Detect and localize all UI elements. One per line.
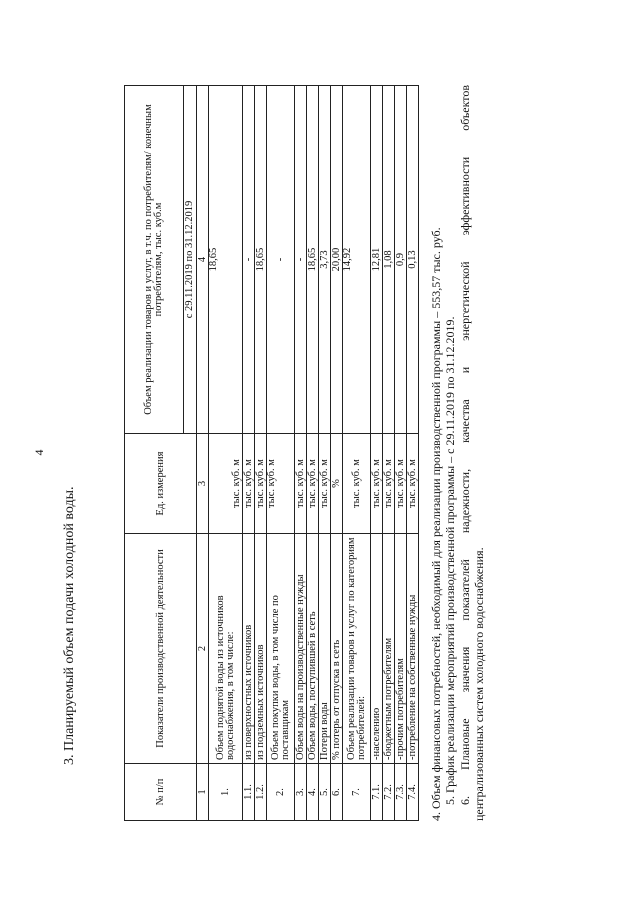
section-heading: 3. Планируемый объем подачи холодной воды. bbox=[62, 486, 77, 765]
row-num: 5. bbox=[319, 764, 331, 821]
row-indicator: % потерь от отпуска в сеть bbox=[331, 534, 343, 764]
row-indicator: Объем реализации товаров и услуг по категориям потребителей: bbox=[343, 534, 371, 764]
row-value: 12,81 bbox=[371, 86, 383, 434]
row-value: 0,13 bbox=[407, 86, 419, 434]
table-row bbox=[343, 86, 371, 821]
row-unit: тыс. куб. м bbox=[407, 434, 419, 534]
table-row bbox=[243, 86, 255, 821]
row-value: 18,65 bbox=[209, 86, 243, 434]
row-indicator: из поверхностных источников bbox=[243, 534, 255, 764]
row-value: 14,92 bbox=[343, 86, 371, 434]
row-indicator: Объем воды, поступившей в сеть bbox=[307, 534, 319, 764]
table-row bbox=[407, 86, 419, 821]
row-unit: тыс. куб. м bbox=[383, 434, 395, 534]
row-value: 1,08 bbox=[383, 86, 395, 434]
table-row bbox=[319, 86, 331, 821]
row-indicator: из подземных источников bbox=[255, 534, 267, 764]
row-num: 1.2. bbox=[255, 764, 267, 821]
row-indicator: -прочим потребителям bbox=[395, 534, 407, 764]
row-value: 18,65 bbox=[307, 86, 319, 434]
paragraph-5: 5. График реализации мероприятий производственной программы – с 29.11.2019 по 31.12.2019. bbox=[443, 316, 457, 805]
table-row bbox=[331, 86, 343, 821]
row-num: 4. bbox=[307, 764, 319, 821]
row-num: 3. bbox=[295, 764, 307, 821]
row-value: 0,9 bbox=[395, 86, 407, 434]
row-indicator: Объем поднятой воды из источников водоснабжения, в том числе: bbox=[209, 534, 243, 764]
row-num: 7. bbox=[343, 764, 371, 821]
colnum-3: 3 bbox=[197, 434, 209, 534]
row-unit: тыс. куб. м bbox=[371, 434, 383, 534]
table-row bbox=[209, 86, 243, 821]
row-num: 7.3. bbox=[395, 764, 407, 821]
row-unit: тыс. куб. м bbox=[267, 434, 295, 534]
header-num: № п/п bbox=[125, 764, 197, 821]
row-num: 1.1. bbox=[243, 764, 255, 821]
colnum-2: 2 bbox=[197, 534, 209, 764]
row-num: 7.4. bbox=[407, 764, 419, 821]
row-indicator: Объем покупки воды, в том числе по поставщикам bbox=[267, 534, 295, 764]
table-row bbox=[307, 86, 319, 821]
paragraph-6: 6. Плановые значения показателей надежности, качества и энергетической эффективности объектов bbox=[458, 85, 472, 805]
table-row bbox=[295, 86, 307, 821]
table-row bbox=[267, 86, 295, 821]
row-unit: тыс. куб. м bbox=[243, 434, 255, 534]
row-unit: тыс. куб. м bbox=[343, 434, 371, 534]
header-volume: Объем реализации товаров и услуг, в т.ч. по потребителям/ конечным потребителям, тыс. куб.м bbox=[125, 86, 184, 434]
row-unit: тыс. куб. м bbox=[307, 434, 319, 534]
row-value: - bbox=[295, 86, 307, 434]
row-num: 2. bbox=[267, 764, 295, 821]
row-unit: тыс. куб. м bbox=[295, 434, 307, 534]
header-unit: Ед. измерения bbox=[125, 434, 197, 534]
table-row bbox=[383, 86, 395, 821]
row-unit: тыс. куб. м bbox=[395, 434, 407, 534]
row-unit: тыс. куб. м bbox=[319, 434, 331, 534]
row-indicator: Потери воды bbox=[319, 534, 331, 764]
row-indicator: -потребление на собственные нужды bbox=[407, 534, 419, 764]
row-indicator: -бюджетным потребителям bbox=[383, 534, 395, 764]
header-period: с 29.11.2019 по 31.12.2019 bbox=[184, 86, 197, 434]
paragraph-6-continuation: централизованных систем холодного водоснабжения. bbox=[472, 547, 486, 821]
row-indicator: Объем воды на производственные нужды bbox=[295, 534, 307, 764]
row-value: - bbox=[267, 86, 295, 434]
colnum-4: 4 bbox=[197, 86, 209, 434]
table-header-row bbox=[125, 86, 184, 821]
row-unit: тыс. куб. м bbox=[209, 434, 243, 534]
water-supply-table bbox=[124, 85, 419, 821]
row-num: 7.2. bbox=[383, 764, 395, 821]
table-row bbox=[255, 86, 267, 821]
colnum-1: 1 bbox=[197, 764, 209, 821]
row-unit: тыс. куб. м bbox=[255, 434, 267, 534]
page-number: 4 bbox=[32, 449, 46, 456]
row-value: 20,00 bbox=[331, 86, 343, 434]
row-num: 1. bbox=[209, 764, 243, 821]
row-num: 6. bbox=[331, 764, 343, 821]
row-value: 18,65 bbox=[255, 86, 267, 434]
row-num: 7.1. bbox=[371, 764, 383, 821]
row-indicator: -населению bbox=[371, 534, 383, 764]
row-unit: % bbox=[331, 434, 343, 534]
table-row bbox=[371, 86, 383, 821]
row-value: 3,73 bbox=[319, 86, 331, 434]
column-numbers-row bbox=[197, 86, 209, 821]
row-value: - bbox=[243, 86, 255, 434]
table-row bbox=[395, 86, 407, 821]
header-indicator: Показатели производственной деятельности bbox=[125, 534, 197, 764]
paragraph-4: 4. Объем финансовых потребностей, необходимый для реализации производственной программы – 553,57 тыс. руб. bbox=[429, 227, 443, 821]
